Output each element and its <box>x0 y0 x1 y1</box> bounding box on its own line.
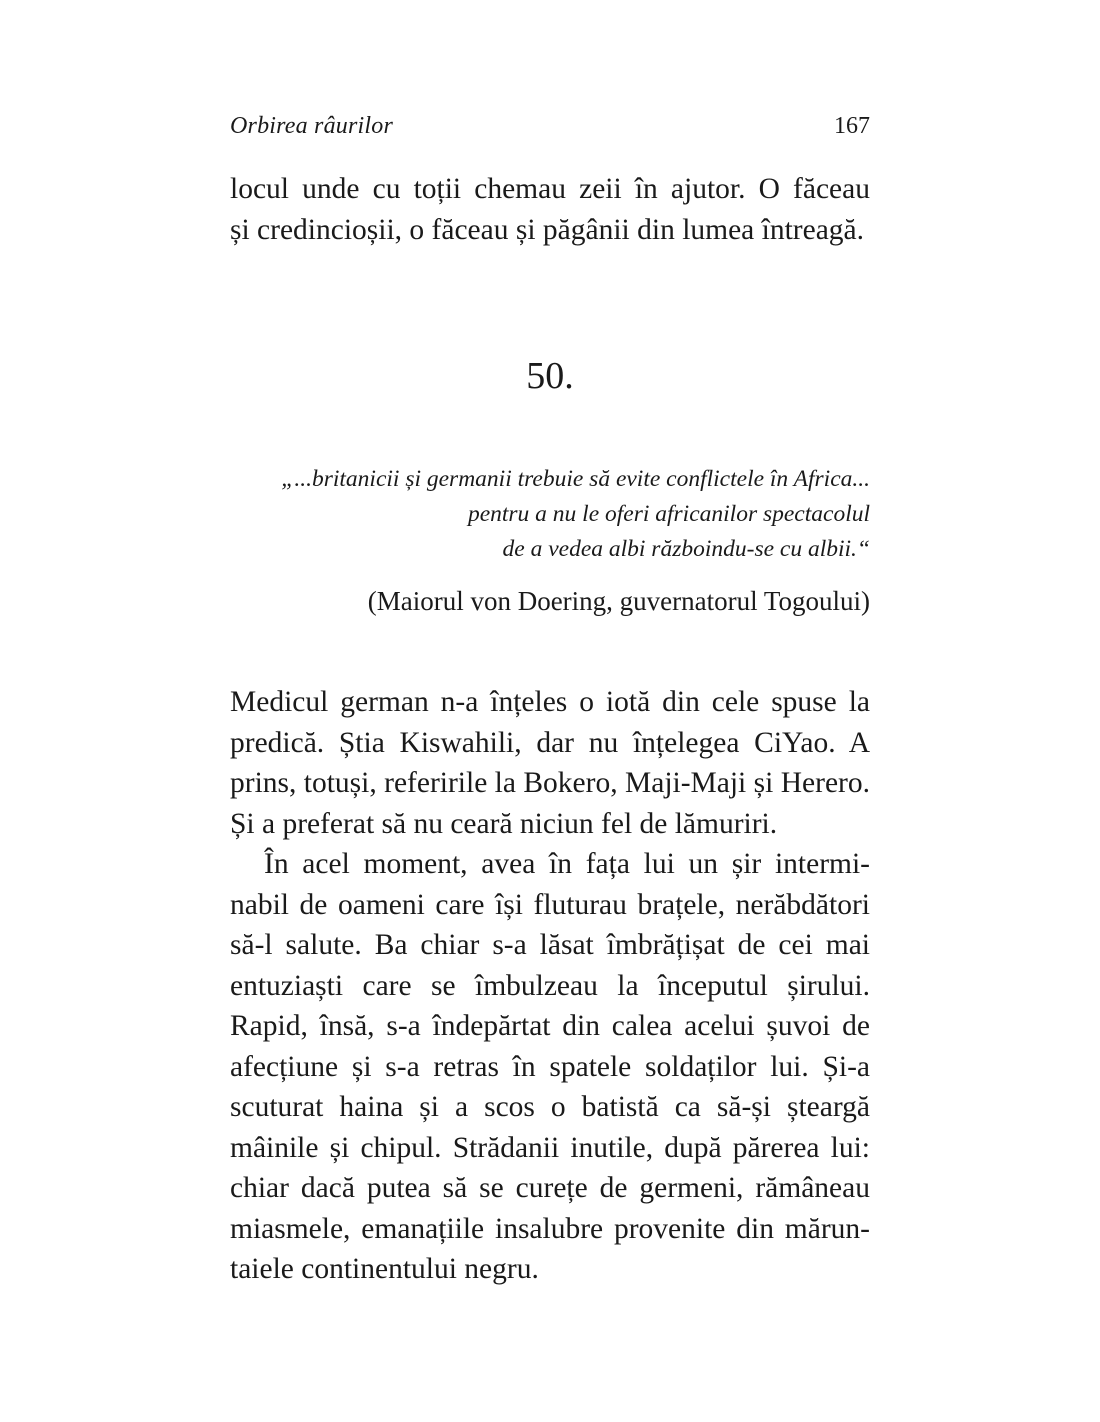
body-text <box>230 682 870 1290</box>
text-line: afecțiune și s-a retras în spatele soldaților lui. Și-a <box>230 1050 870 1083</box>
epigraph-line: „...britanicii și germanii trebuie să evite conflictele în Africa... <box>281 466 870 492</box>
text-line: mâinile și chipul. Strădanii inutile, după părerea lui: <box>230 1131 870 1164</box>
text-line: În acel moment, avea în fața lui un șir intermi- <box>264 848 870 880</box>
text-line: taiele continentului negru. <box>230 1253 539 1285</box>
text-line: Medicul german n-a înțeles o iotă din cele spuse la <box>230 686 870 718</box>
text-line: prins, totuși, referirile la Bokero, Maji-Maji și Herero. <box>230 767 870 799</box>
text-line: să-l salute. Ba chiar s-a lăsat îmbrățișat de cei mai <box>230 929 870 961</box>
text-line: Și a preferat să nu ceară niciun fel de lămuriri. <box>230 807 778 840</box>
running-title: Orbirea râurilor <box>230 113 393 139</box>
text-line: locul unde cu toții chemau zeii în ajutor. O făceau <box>230 173 870 205</box>
text-line: miasmele, emanațiile insalubre provenite din mărun- <box>230 1212 870 1245</box>
text-line: scuturat haina și a scos o batistă ca să-și șteargă <box>230 1091 870 1123</box>
text-line: chiar dacă putea să se curețe de germeni, rămâneau <box>230 1172 870 1204</box>
chapter-number: 50. <box>526 355 574 397</box>
text-line: Rapid, însă, s-a îndepărtat din calea acelui șuvoi de <box>230 1010 870 1042</box>
epigraph-line: pentru a nu le oferi africanilor spectacolul <box>467 501 870 527</box>
paragraph <box>230 682 870 844</box>
paragraph <box>230 844 870 1290</box>
page-number: 167 <box>834 113 870 139</box>
text-line: și credincioșii, o făceau și păgânii din lumea întreagă. <box>230 213 865 246</box>
opening-paragraph <box>230 169 870 250</box>
text-line: nabil de oameni care își fluturau brațele, nerăbdători <box>230 888 870 921</box>
epigraph-line: de a vedea albi războindu-se cu albii.“ <box>502 536 870 562</box>
text-line: predică. Știa Kiswahili, dar nu înțelegea CiYao. A <box>230 726 870 759</box>
epigraph-attribution: (Maiorul von Doering, guvernatorul Togoului) <box>367 586 870 616</box>
text-line: entuziaști care se îmbulzeau la începutul șirului. <box>230 969 870 1002</box>
epigraph-quote <box>230 462 870 567</box>
